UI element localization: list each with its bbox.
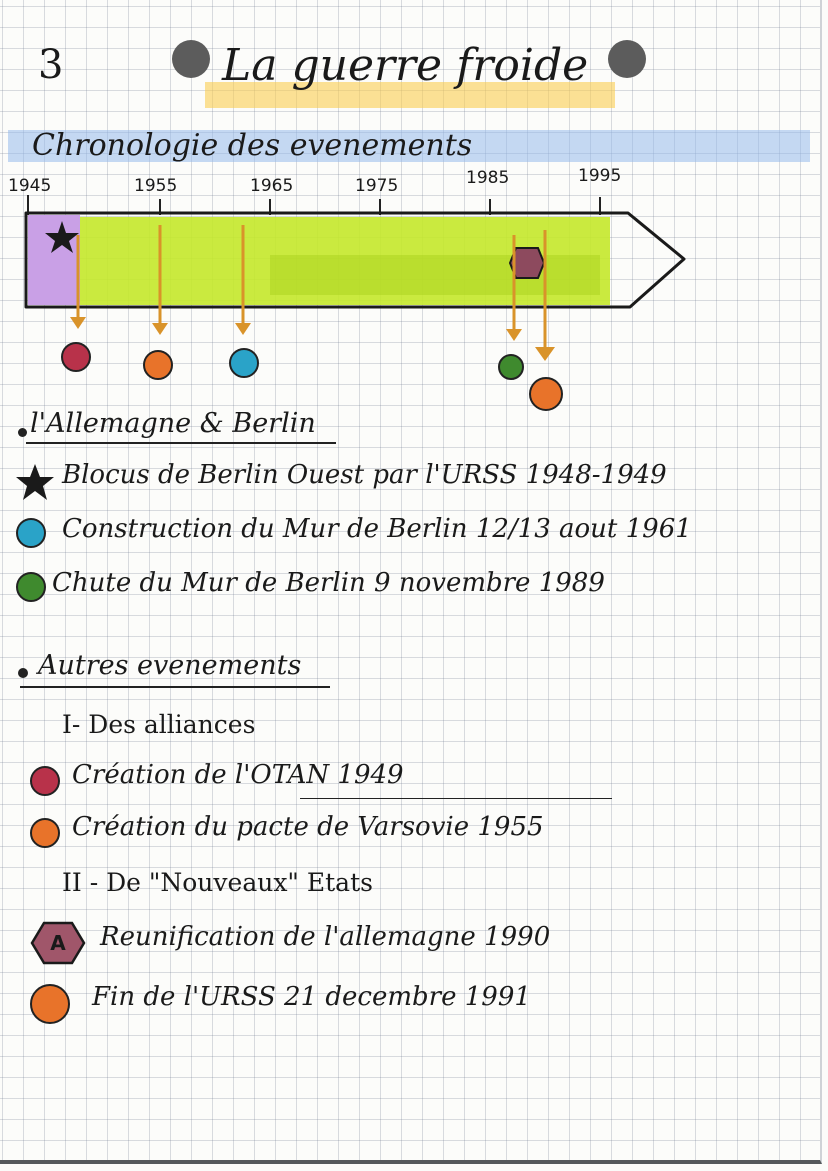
item-fin-urss: Fin de l'URSS 21 decembre 1991	[92, 982, 531, 1012]
item-otan: Création de l'OTAN 1949	[72, 760, 404, 790]
orange-dot-icon	[30, 984, 70, 1024]
green-dot-icon	[16, 572, 46, 602]
item-reunification: Reunification de l'allemagne 1990	[100, 922, 551, 952]
year-label-1975: 1975	[355, 176, 399, 196]
bullet-point	[18, 668, 28, 678]
hexagon-letter: A	[50, 931, 66, 955]
subheading-alliances: I- Des alliances	[62, 710, 256, 739]
blue-dot-icon	[16, 518, 46, 548]
binder-hole-right	[608, 40, 646, 78]
otan-underline	[300, 798, 612, 799]
item-chute-mur: Chute du Mur de Berlin 9 novembre 1989	[52, 568, 605, 598]
section-berlin-underline	[26, 442, 336, 444]
dot-chute-green	[498, 354, 524, 380]
year-label-1955: 1955	[134, 176, 178, 196]
page-number: 3	[38, 42, 64, 88]
dot-otan-red	[61, 342, 91, 372]
item-varsovie: Création du pacte de Varsovie 1955	[72, 812, 544, 842]
red-dot-icon	[30, 766, 60, 796]
timeline-arrow	[0, 195, 820, 415]
dot-varsovie-orange	[143, 350, 173, 380]
year-label-1965: 1965	[250, 176, 294, 196]
year-label-1945: 1945	[8, 176, 52, 196]
section-autres-underline	[20, 686, 330, 688]
bullet-point	[18, 428, 27, 437]
star-icon	[14, 462, 56, 502]
hexagon-a-icon	[30, 920, 86, 966]
binder-hole-left	[172, 40, 210, 78]
item-blocus: Blocus de Berlin Ouest par l'URSS 1948-1949	[62, 460, 667, 490]
year-label-1985: 1985	[466, 168, 510, 188]
orange-dot-icon	[30, 818, 60, 848]
section-berlin-heading: l'Allemagne & Berlin	[30, 408, 316, 439]
year-label-1995: 1995	[578, 166, 622, 186]
page-title: La guerre froide	[222, 40, 589, 91]
section-autres-heading: Autres evenements	[38, 650, 302, 681]
dot-mur-blue	[229, 348, 259, 378]
item-construction-mur: Construction du Mur de Berlin 12/13 aout 1961	[62, 514, 692, 544]
dot-urss-orange	[529, 377, 563, 411]
timeline-heading: Chronologie des evenements	[32, 128, 473, 163]
subheading-nouveaux-etats: II - De "Nouveaux" Etats	[62, 868, 373, 897]
